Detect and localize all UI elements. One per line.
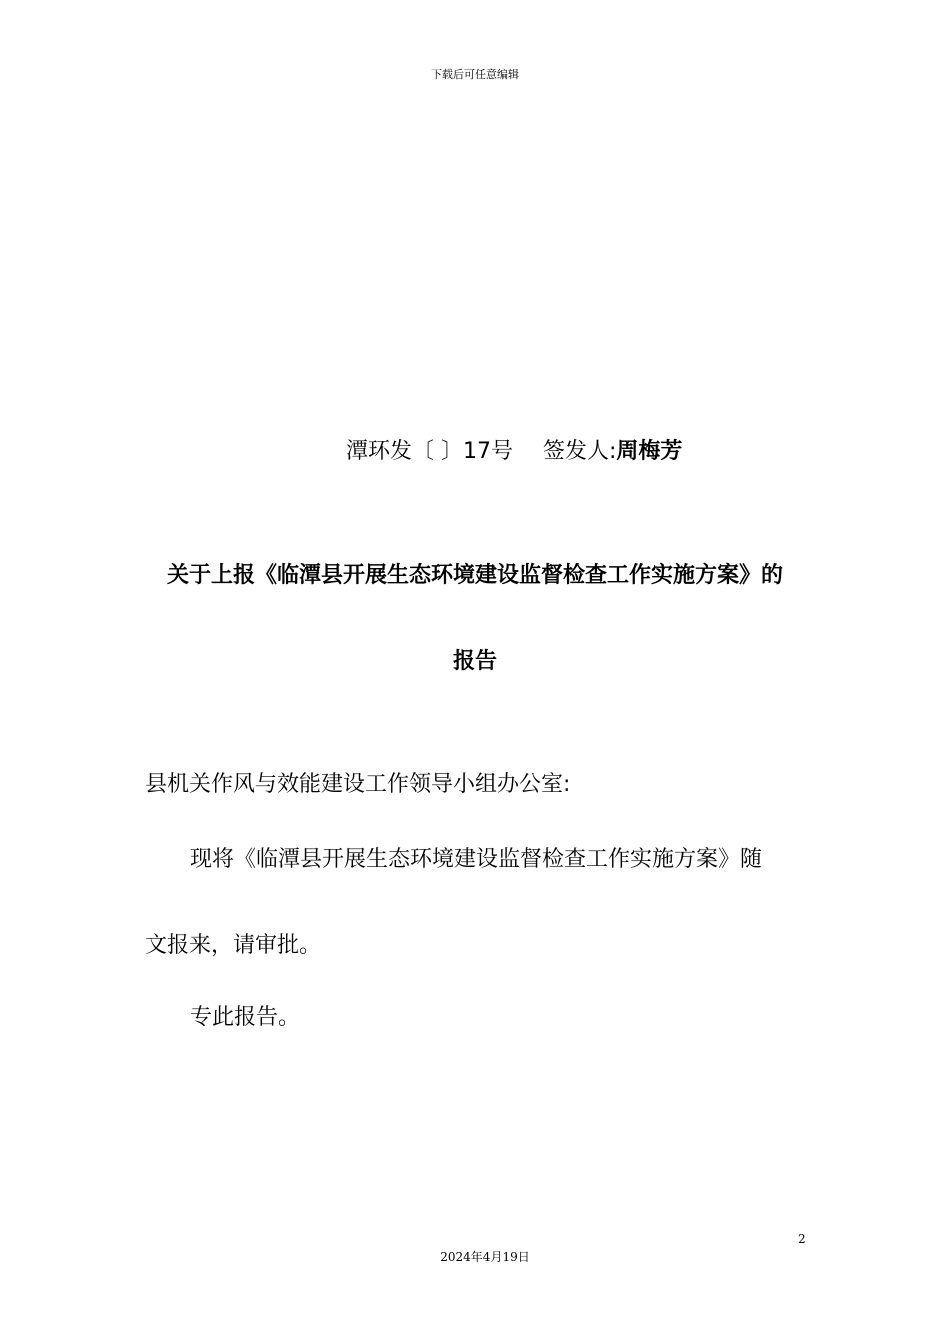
document-number: 潭环发〔 〕17号 [346, 439, 513, 464]
recipient-salutation: 县机关作风与效能建设工作领导小组办公室: [145, 772, 571, 797]
document-title-line-1: 关于上报《临潭县开展生态环境建设监督检查工作实施方案》的 [166, 563, 783, 588]
page-number: 2 [798, 1232, 806, 1246]
document-title-line-2: 报告 [452, 649, 497, 674]
body-paragraph-1-line-1: 现将《临潭县开展生态环境建设监督检查工作实施方案》随 [190, 847, 763, 872]
signer-name: 周梅芳 [616, 439, 683, 464]
body-paragraph-1-line-2: 文报来，请审批。 [145, 933, 322, 958]
page-header: 下载后可任意编辑 [431, 68, 519, 81]
document-number-line [346, 434, 682, 465]
body-paragraph-2: 专此报告。 [190, 1005, 301, 1030]
footer-date: 2024年4月19日 [440, 1250, 530, 1264]
signer-label: 签发人: [543, 439, 617, 464]
